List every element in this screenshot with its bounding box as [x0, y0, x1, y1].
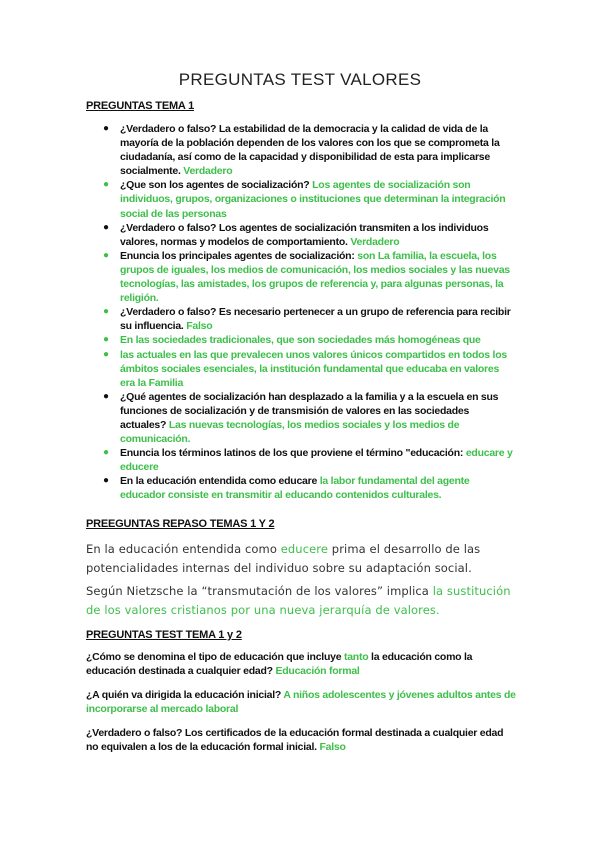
question-text: ¿Verdadero o falso? Los agentes de socialización transmiten a los individuos valores, normas y modelos de comportamiento.: [120, 221, 489, 248]
bullet-icon: ●: [103, 348, 109, 360]
question-text: la educación como la educación destinada a cualquier edad?: [86, 651, 473, 678]
answer-text: Las nuevas tecnologías, los medios sociales y los medios de comunicación.: [120, 418, 460, 446]
section-heading-test-tema-1-2: PREGUNTAS TEST TEMA 1 y 2: [86, 629, 242, 641]
question-list-tema-1: [86, 122, 516, 503]
answer-text: Verdadero: [350, 235, 400, 248]
list-item: [86, 390, 516, 446]
question-text: ¿Que son los agentes de socialización?: [120, 179, 313, 192]
highlight-text: educere: [280, 542, 329, 556]
bullet-icon: ●: [103, 249, 109, 261]
bullet-icon: ●: [103, 221, 109, 233]
answer-text: Falso: [186, 320, 213, 333]
question-text: ¿A quién va dirigida la educación inicial?: [86, 689, 284, 701]
paragraph-educere: [86, 540, 516, 578]
section-heading-tema-1: PREGUNTAS TEMA 1: [86, 100, 195, 112]
list-item: [86, 122, 516, 178]
bullet-icon: ●: [103, 447, 109, 459]
answer-text: son La familia, la escuela, los grupos de iguales, los medios de comunicación, los medios sociales y las nuevas tecnologías, las amistades, los grupos de referencia y, para algunas personas, la religión.: [120, 249, 510, 305]
bullet-icon: ●: [103, 475, 109, 487]
question-text: En la educación entendida como educare: [120, 475, 320, 488]
bullet-icon: ●: [103, 390, 109, 402]
highlight-text: tanto: [343, 651, 369, 663]
bullet-icon: ●: [103, 334, 109, 346]
question-educacion-inicial: [86, 688, 516, 716]
question-educacion-formal: [86, 650, 516, 678]
bullet-icon: ●: [103, 123, 109, 134]
answer-text: Falso: [319, 741, 346, 754]
question-text: Enuncia los principales agentes de socialización:: [120, 249, 358, 262]
paragraph-text: Según Nietzsche la “transmutación de los valores” implica: [86, 584, 433, 598]
answer-text: las actuales en las que prevalecen unos valores únicos compartidos en todos los ámbitos sociales esenciales, la institución fundamental que educaba en valores era la Familia: [120, 348, 507, 389]
list-item: [86, 348, 516, 390]
bullet-icon: ●: [103, 306, 109, 318]
highlight-text: la sustitución de los valores cristianos por una nueva jerarquía de valores.: [86, 584, 511, 617]
question-text: ¿Cómo se denomina el tipo de educación que incluye: [86, 651, 344, 663]
answer-text: En las sociedades tradicionales, que son sociedades más homogéneas que: [120, 334, 481, 347]
list-item: [86, 474, 516, 502]
bullet-icon: ●: [103, 179, 109, 191]
question-text: Enuncia los términos latinos de los que proviene el término "educación:: [120, 447, 466, 460]
question-text: ¿Verdadero o falso? Es necesario pertenecer a un grupo de referencia para recibir su influencia.: [120, 306, 511, 333]
answer-text: Los agentes de socialización son individuos, grupos, organizaciones o instituciones que determinan la integración social de las personas: [120, 179, 506, 220]
question-text: ¿Qué agentes de socialización han desplazado a la familia y a la escuela en sus funciones de socialización y de transmisión de valores en las sociedades actuales?: [120, 390, 499, 431]
paragraph-text: prima el desarrollo de las potencialidades internas del individuo sobre su adaptación social.: [86, 542, 481, 575]
list-item: [86, 305, 516, 333]
question-certificados: [86, 726, 516, 754]
list-item: [86, 178, 516, 220]
page-title: PREGUNTAS TEST VALORES: [178, 70, 422, 89]
answer-text: Educación formal: [275, 665, 360, 678]
section-heading-repaso: PREEGUNTAS REPASO TEMAS 1 Y 2: [86, 518, 275, 530]
answer-text: la labor fundamental del agente educador consiste en transmitir al educando contenidos culturales.: [120, 475, 470, 502]
answer-text: educare y educere: [120, 447, 513, 474]
answer-text: Verdadero: [183, 165, 233, 178]
question-text: ¿Verdadero o falso? Los certificados de la educación formal destinada a cualquier edad no equivalen a los de la educación formal inicial.: [86, 727, 504, 754]
question-text: ¿Verdadero o falso? La estabilidad de la democracia y la calidad de vida de la mayoría de la población dependen de los valores con los que se comprometa la ciudadanía, así como de la capacidad y disponibilidad de esta para implicarse socialmente.: [120, 123, 500, 178]
list-item: [86, 446, 516, 474]
paragraph-nietzsche: [86, 582, 516, 620]
list-item: [86, 249, 516, 305]
list-item: [86, 333, 516, 347]
paragraph-text: En la educación entendida como: [86, 542, 281, 556]
list-item: [86, 221, 516, 249]
answer-text: A niños adolescentes y jóvenes adultos antes de incorporarse al mercado laboral: [86, 689, 516, 716]
